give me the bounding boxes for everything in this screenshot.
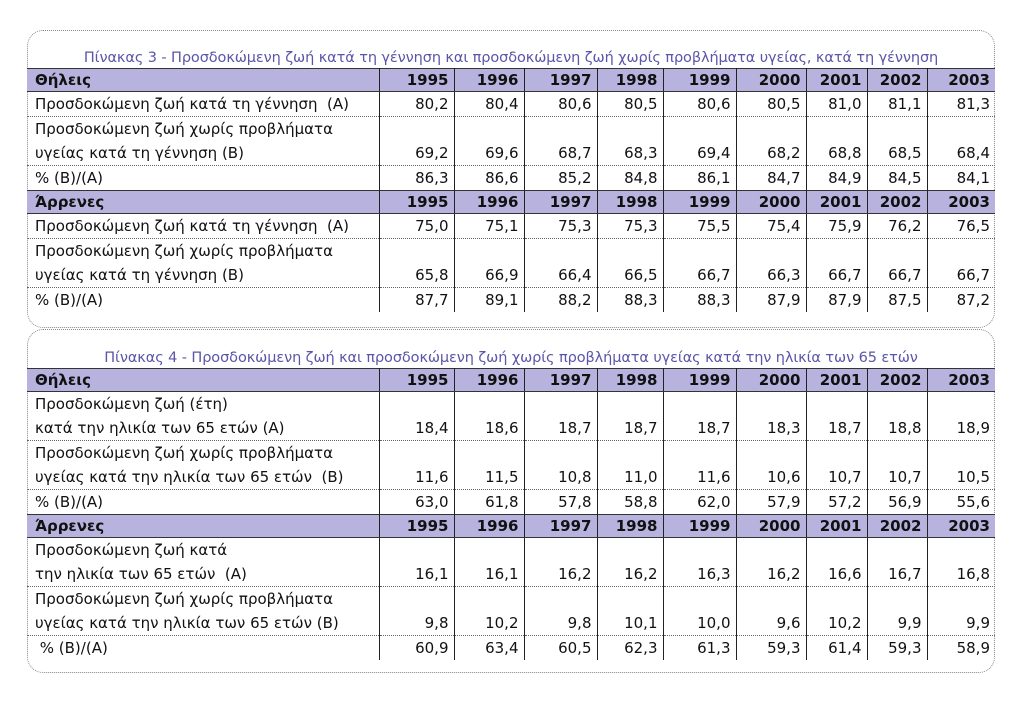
year-header-cell: 1998: [597, 191, 663, 214]
row-label-line: κατά την ηλικία των 65 ετών (A): [35, 419, 285, 437]
value-cell: 75,4: [736, 214, 806, 239]
year-header-cell: 1999: [663, 369, 736, 392]
year-header-cell: 2003: [927, 191, 995, 214]
year-header-cell: 2001: [806, 369, 867, 392]
value-cell: 57,2: [806, 490, 867, 515]
row-label-line: % (Β)/(Α): [35, 291, 104, 309]
year-header-cell: 1998: [597, 69, 663, 92]
table-row: [27, 587, 995, 636]
year-header-cell: 2000: [736, 515, 806, 538]
row-label-line: Προσδοκώμενη ζωή χωρίς προβλήματα: [35, 444, 333, 462]
value-cell: 68,2: [736, 117, 806, 166]
year-header-cell: 1996: [454, 515, 524, 538]
value-cell: 10,0: [663, 587, 736, 636]
value-cell: 69,2: [379, 117, 454, 166]
table-row: [27, 441, 995, 490]
value-cell: 59,3: [736, 636, 806, 661]
value-cell: 58,9: [956, 639, 990, 657]
year-header-cell: 1995: [379, 69, 454, 92]
year-header-cell: 1998: [597, 369, 663, 392]
value-cell: 10,6: [736, 441, 806, 490]
value-cell: 58,8: [597, 490, 663, 515]
value-cell: 84,9: [806, 166, 867, 191]
value-cell: 10,8: [524, 441, 597, 490]
value-cell: 16,3: [663, 538, 736, 587]
row-label: [27, 490, 379, 515]
value-cell: 9,9: [867, 587, 927, 636]
row-label-line: Προσδοκώμενη ζωή χωρίς προβλήματα: [35, 120, 333, 138]
value-cell: 66,7: [867, 239, 927, 288]
value-cell: 81,0: [806, 92, 867, 117]
year-header-cell: 1996: [454, 369, 524, 392]
section-header-row: [27, 69, 995, 92]
row-label-line: Προσδοκώμενη ζωή (έτη): [35, 395, 228, 413]
section-header-row: [27, 515, 995, 538]
row-label: [27, 288, 379, 313]
section-header-label: Άρρενες: [27, 191, 379, 214]
value-cell: 10,7: [867, 441, 927, 490]
value-cell: 86,3: [379, 166, 454, 191]
value-cell: 88,2: [524, 288, 597, 313]
year-header-cell: 1999: [663, 515, 736, 538]
value-cell: 18,3: [736, 392, 806, 441]
table-row: [27, 117, 995, 166]
value-cell: 76,2: [867, 214, 927, 239]
value-cell: 18,7: [806, 392, 867, 441]
value-cell: 60,5: [524, 636, 597, 661]
value-cell: 81,3: [927, 92, 995, 117]
value-cell: 68,3: [597, 117, 663, 166]
section-header-row: [27, 369, 995, 392]
row-label-line: υγείας κατά τη γέννηση (Β): [35, 266, 244, 284]
year-header-cell: 1997: [524, 191, 597, 214]
table-row: [27, 239, 995, 288]
value-cell: 75,3: [524, 214, 597, 239]
value-cell: 60,9: [379, 636, 454, 661]
value-cell: 10,2: [806, 587, 867, 636]
value-cell: 57,8: [524, 490, 597, 515]
year-header-cell: 2000: [736, 69, 806, 92]
table-row: [27, 92, 995, 117]
value-cell: 80,5: [597, 92, 663, 117]
value-cell: 84,1: [927, 166, 995, 191]
value-cell: 69,6: [454, 117, 524, 166]
value-cell: 66,4: [524, 239, 597, 288]
value-cell: 10,2: [454, 587, 524, 636]
row-label: [27, 392, 379, 441]
value-cell: 75,1: [454, 214, 524, 239]
value-cell: 11,5: [454, 441, 524, 490]
value-cell: 66,7: [927, 239, 995, 288]
value-cell: 10,7: [806, 441, 867, 490]
value-cell: 16,1: [454, 538, 524, 587]
value-cell: 11,6: [663, 441, 736, 490]
value-cell: 76,5: [927, 214, 995, 239]
value-cell: 87,7: [379, 288, 454, 313]
value-cell: 68,8: [806, 117, 867, 166]
value-cell: 18,7: [597, 392, 663, 441]
value-cell: 87,9: [736, 288, 806, 313]
section-header-label: Θήλεις: [27, 69, 379, 92]
section-header-row: [27, 191, 995, 214]
year-header-cell: 1999: [663, 191, 736, 214]
table-row: [27, 636, 995, 661]
year-header-cell: 1996: [454, 191, 524, 214]
row-label-line: % (Β)/(Α): [35, 493, 104, 511]
table-row: [27, 288, 995, 313]
value-cell: 75,3: [597, 214, 663, 239]
year-header-cell: 2002: [867, 191, 927, 214]
value-cell: 56,9: [867, 490, 927, 515]
value-cell: 59,3: [867, 636, 927, 661]
row-label-line: % (Β)/(Α): [35, 639, 108, 657]
value-cell: 63,4: [454, 636, 524, 661]
row-label-line: την ηλικία των 65 ετών (A): [35, 565, 247, 583]
value-cell: 86,6: [454, 166, 524, 191]
value-cell: 57,9: [736, 490, 806, 515]
section-header-label: Θήλεις: [27, 369, 379, 392]
value-cell: 16,1: [379, 538, 454, 587]
value-cell: 18,6: [454, 392, 524, 441]
value-cell: 16,6: [806, 538, 867, 587]
value-cell: 81,1: [867, 92, 927, 117]
table-4-panel: [27, 329, 995, 673]
value-cell: 88,3: [597, 288, 663, 313]
row-label: [27, 538, 379, 587]
value-cell: 86,1: [663, 166, 736, 191]
table-4-title: Πίνακας 4 - Προσδοκώμενη ζωή και προσδοκώμενη ζωή χωρίς προβλήματα υγείας κατά την ηλικία των 65 ετών: [104, 350, 918, 366]
value-cell: 80,2: [379, 92, 454, 117]
row-label: [27, 214, 379, 239]
value-cell: 16,2: [736, 538, 806, 587]
row-label-line: % (Β)/(Α): [35, 169, 104, 187]
year-header-cell: 2001: [806, 69, 867, 92]
value-cell: 18,9: [927, 392, 995, 441]
value-cell: 80,5: [736, 92, 806, 117]
value-cell: 18,4: [379, 392, 454, 441]
value-cell: 9,8: [524, 587, 597, 636]
year-header-cell: 1999: [663, 69, 736, 92]
table-row: [27, 538, 995, 587]
value-cell: 10,1: [597, 587, 663, 636]
value-cell: 18,7: [524, 392, 597, 441]
value-cell: 16,8: [927, 538, 995, 587]
value-cell: 88,3: [663, 288, 736, 313]
row-label: [27, 166, 379, 191]
year-header-cell: 2001: [806, 515, 867, 538]
table-3-title: Πίνακας 3 - Προσδοκώμενη ζωή κατά τη γέννηση και προσδοκώμενη ζωή χωρίς προβλήματα υγείας, κατά τη γέννηση: [83, 50, 939, 66]
year-header-cell: 1995: [379, 191, 454, 214]
section-header-label: Άρρενες: [27, 515, 379, 538]
year-header-cell: 1997: [524, 69, 597, 92]
year-header-cell: 2002: [867, 515, 927, 538]
row-label-line: Προσδοκώμενη ζωή χωρίς προβλήματα: [35, 242, 333, 260]
value-cell: 9,6: [736, 587, 806, 636]
value-cell: 84,7: [736, 166, 806, 191]
value-cell: 9,8: [379, 587, 454, 636]
year-header-cell: 2002: [867, 369, 927, 392]
row-label-line: Προσδοκώμενη ζωή κατά τη γέννηση (A): [35, 95, 350, 113]
table-row: [27, 166, 995, 191]
value-cell: 75,0: [379, 214, 454, 239]
value-cell: 66,3: [736, 239, 806, 288]
value-cell: 75,5: [663, 214, 736, 239]
value-cell: 61,3: [663, 636, 736, 661]
value-cell: 10,5: [927, 441, 995, 490]
value-cell: 66,7: [663, 239, 736, 288]
year-header-cell: 1998: [597, 515, 663, 538]
year-header-cell: 2001: [806, 191, 867, 214]
year-header-cell: 1997: [524, 369, 597, 392]
value-cell: 80,6: [524, 92, 597, 117]
value-cell: 9,9: [927, 587, 995, 636]
year-header-cell: 2000: [736, 369, 806, 392]
year-header-cell: 2003: [927, 515, 995, 538]
table-row: [27, 392, 995, 441]
value-cell: 89,1: [454, 288, 524, 313]
table-row: [27, 490, 995, 515]
value-cell: 87,9: [806, 288, 867, 313]
table-3-panel: [27, 30, 995, 328]
year-header-cell: 2000: [736, 191, 806, 214]
table-3: [27, 68, 995, 312]
value-cell: 68,7: [524, 117, 597, 166]
row-label-line: υγείας κατά την ηλικία των 65 ετών (Β): [35, 614, 339, 632]
value-cell: 62,3: [597, 636, 663, 661]
value-cell: 16,2: [524, 538, 597, 587]
value-cell: 87,5: [867, 288, 927, 313]
value-cell: 16,2: [597, 538, 663, 587]
value-cell: 66,7: [806, 239, 867, 288]
value-cell: 80,6: [663, 92, 736, 117]
value-cell: 61,4: [806, 636, 867, 661]
year-header-cell: 1995: [379, 369, 454, 392]
value-cell: 84,5: [867, 166, 927, 191]
value-cell: 69,4: [663, 117, 736, 166]
row-label-line: Προσδοκώμενη ζωή κατά τη γέννηση (A): [35, 217, 350, 235]
year-header-cell: 2003: [927, 69, 995, 92]
value-cell: 80,4: [454, 92, 524, 117]
table-row: [27, 214, 995, 239]
value-cell: 63,0: [379, 490, 454, 515]
value-cell: 18,8: [867, 392, 927, 441]
row-label-line: υγείας κατά την ηλικία των 65 ετών (Β): [35, 468, 344, 486]
row-label: [27, 441, 379, 490]
value-cell: 84,8: [597, 166, 663, 191]
year-header-cell: 1995: [379, 515, 454, 538]
row-label: [27, 239, 379, 288]
value-cell: 61,8: [454, 490, 524, 515]
row-label: [27, 117, 379, 166]
value-cell: 68,4: [927, 117, 995, 166]
row-label: [27, 92, 379, 117]
value-cell: 18,7: [663, 392, 736, 441]
row-label-line: υγείας κατά τη γέννηση (Β): [35, 144, 244, 162]
value-cell: 65,8: [379, 239, 454, 288]
row-label-line: Προσδοκώμενη ζωή χωρίς προβλήματα: [35, 590, 333, 608]
value-cell: 11,6: [379, 441, 454, 490]
value-cell: 66,9: [454, 239, 524, 288]
row-label: [27, 587, 379, 636]
value-cell: 68,5: [867, 117, 927, 166]
year-header-cell: 1997: [524, 515, 597, 538]
value-cell: 75,9: [806, 214, 867, 239]
value-cell: 55,6: [927, 490, 995, 515]
year-header-cell: 2002: [867, 69, 927, 92]
year-header-cell: 2003: [927, 369, 995, 392]
value-cell: 16,7: [867, 538, 927, 587]
row-label: [27, 636, 379, 661]
value-cell: 62,0: [663, 490, 736, 515]
value-cell: 87,2: [956, 291, 990, 309]
value-cell: 85,2: [524, 166, 597, 191]
row-label-line: Προσδοκώμενη ζωή κατά: [35, 541, 228, 559]
year-header-cell: 1996: [454, 69, 524, 92]
value-cell: 66,5: [597, 239, 663, 288]
value-cell: 11,0: [597, 441, 663, 490]
table-4: [27, 368, 995, 660]
